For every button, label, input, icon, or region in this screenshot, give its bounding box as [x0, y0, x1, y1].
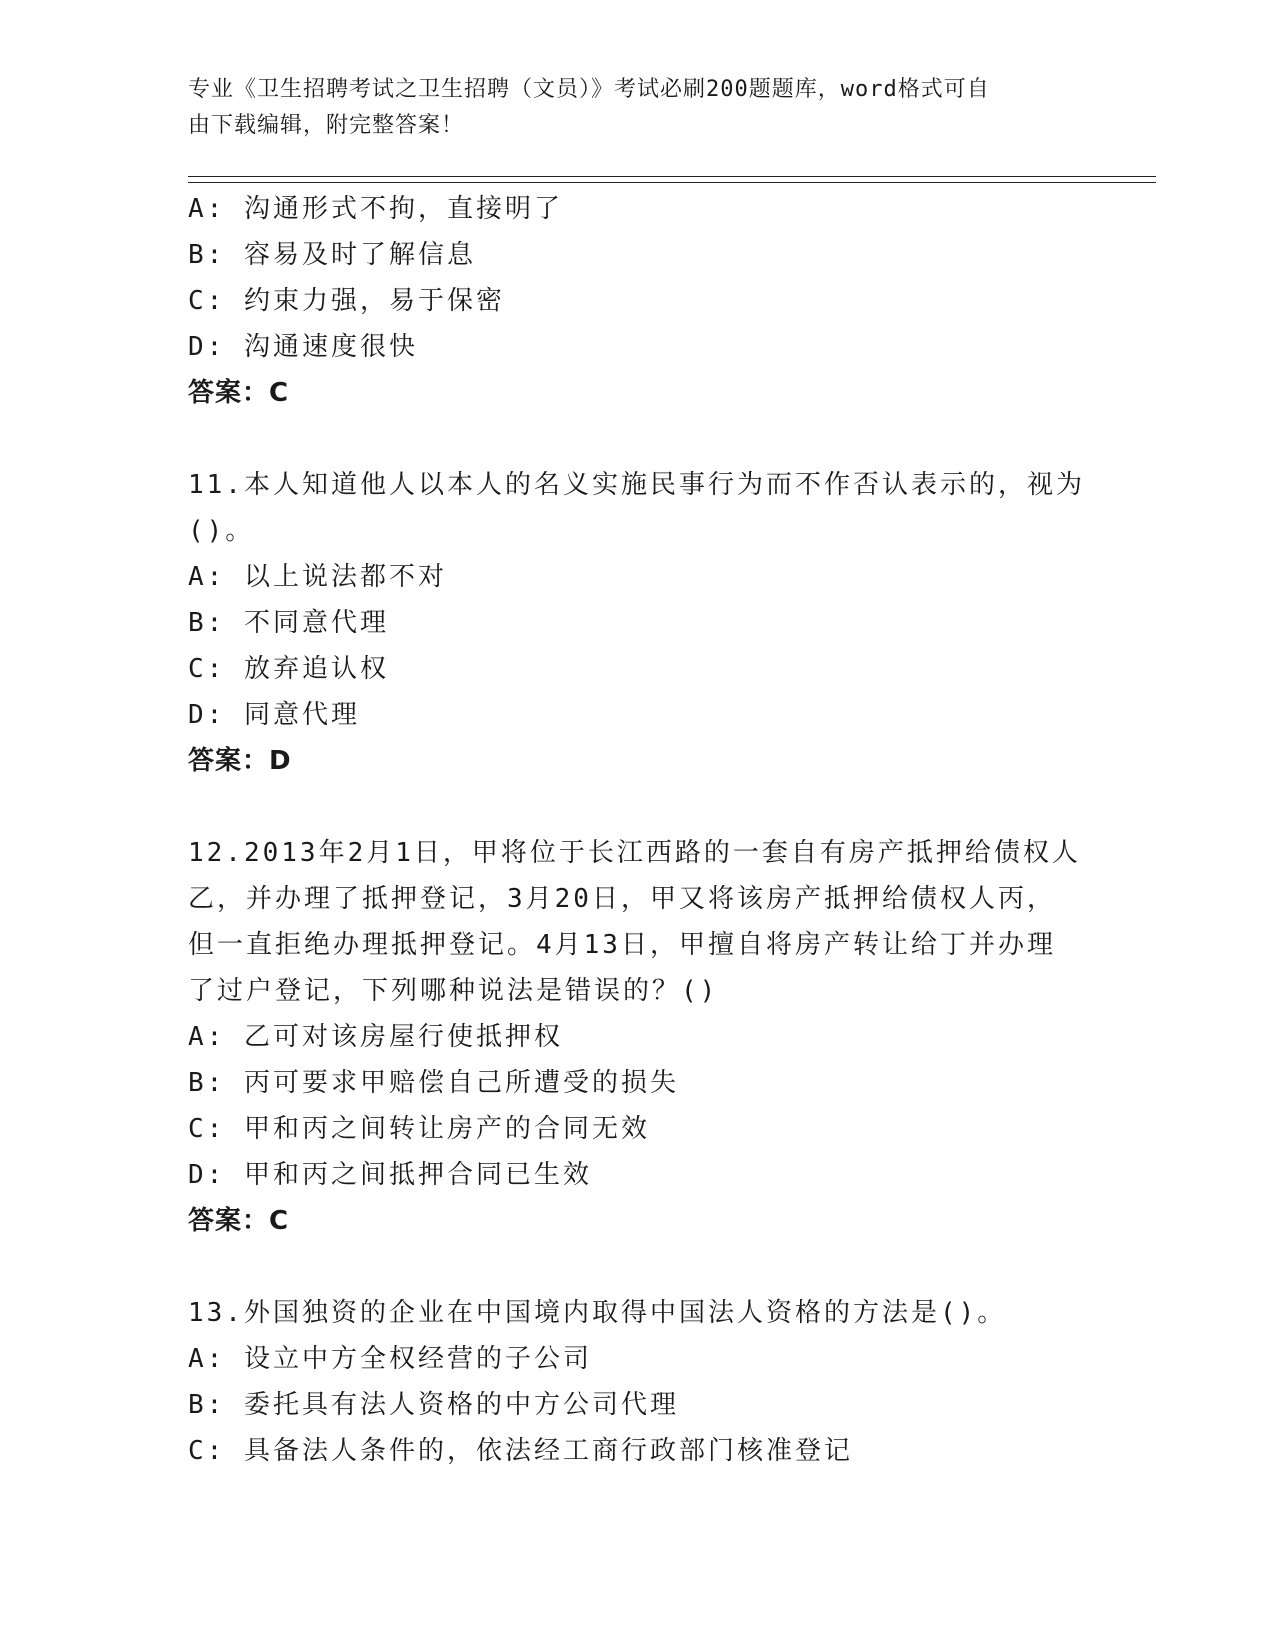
option-b: B: 容易及时了解信息 — [188, 240, 476, 270]
question-10 — [188, 186, 1088, 416]
question-stem-line: 了过户登记，下列哪种说法是错误的？() — [188, 976, 719, 1006]
option-c: C: 甲和丙之间转让房产的合同无效 — [188, 1114, 650, 1144]
question-spacer — [188, 416, 1088, 462]
question-stem-line: 乙，并办理了抵押登记，3月20日，甲又将该房产抵押给债权人丙， — [188, 884, 1056, 914]
option-b: B: 委托具有法人资格的中方公司代理 — [188, 1390, 679, 1420]
option-c: C: 约束力强，易于保密 — [188, 286, 505, 316]
question-list — [188, 186, 1088, 1474]
question-stem-line: 12.2013年2月1日，甲将位于长江西路的一套自有房产抵押给债权人 — [188, 838, 1081, 868]
option-c: C: 放弃追认权 — [188, 654, 389, 684]
header-divider-bottom — [188, 182, 1156, 183]
question-stem-line: 但一直拒绝办理抵押登记。4月13日，甲擅自将房产转让给丁并办理 — [188, 930, 1056, 960]
option-a: A: 设立中方全权经营的子公司 — [188, 1344, 592, 1374]
option-a: A: 以上说法都不对 — [188, 562, 447, 592]
option-d: D: 甲和丙之间抵押合同已生效 — [188, 1160, 592, 1190]
option-b: B: 不同意代理 — [188, 608, 389, 638]
header-title-line-1: 专业《卫生招聘考试之卫生招聘（文员）》考试必刷200题题库，word格式可自 — [188, 77, 990, 102]
document-header — [188, 72, 1068, 144]
header-title-line-2: 由下载编辑，附完整答案！ — [188, 113, 465, 138]
question-12 — [188, 830, 1088, 1244]
header-divider-top — [188, 176, 1156, 177]
option-a: A: 沟通形式不拘，直接明了 — [188, 194, 563, 224]
option-c: C: 具备法人条件的，依法经工商行政部门核准登记 — [188, 1436, 853, 1466]
question-spacer — [188, 1244, 1088, 1290]
option-a: A: 乙可对该房屋行使抵押权 — [188, 1022, 563, 1052]
question-stem-line: ()。 — [188, 516, 255, 546]
answer-label: 答案：C — [188, 378, 290, 408]
question-spacer — [188, 784, 1088, 830]
answer-label: 答案：D — [188, 746, 292, 776]
answer-label: 答案：C — [188, 1206, 290, 1236]
option-d: D: 沟通速度很快 — [188, 332, 418, 362]
option-d: D: 同意代理 — [188, 700, 360, 730]
option-b: B: 丙可要求甲赔偿自己所遭受的损失 — [188, 1068, 679, 1098]
question-11 — [188, 462, 1088, 784]
question-13 — [188, 1290, 1088, 1474]
question-stem-line: 11.本人知道他人以本人的名义实施民事行为而不作否认表示的，视为 — [188, 470, 1085, 500]
question-stem-line: 13.外国独资的企业在中国境内取得中国法人资格的方法是()。 — [188, 1298, 1007, 1328]
